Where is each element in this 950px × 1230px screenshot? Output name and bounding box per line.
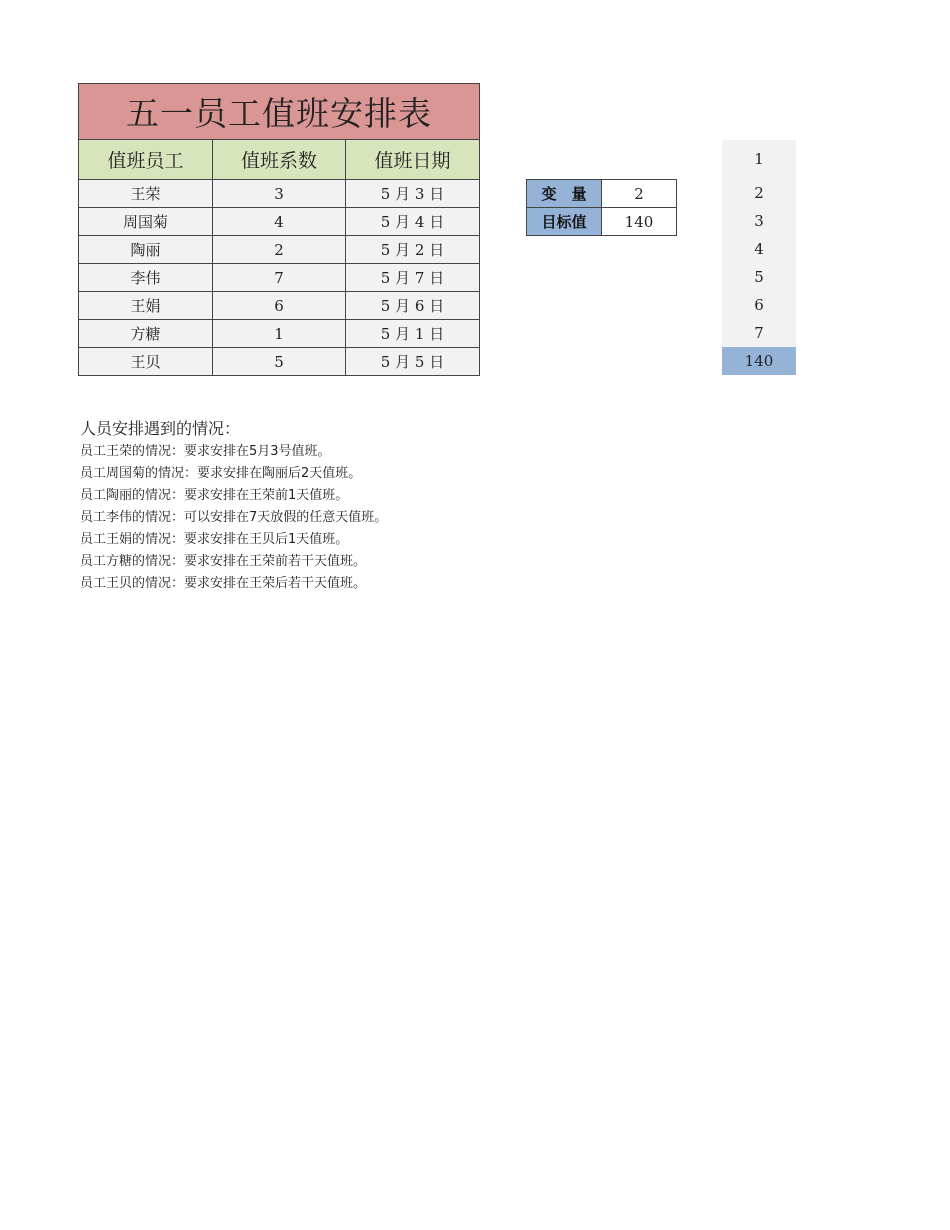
- helper-cell[interactable]: 3: [722, 207, 796, 235]
- target-label[interactable]: 目标值: [527, 208, 602, 236]
- table-row: [79, 320, 480, 348]
- coefficient-cell[interactable]: 4: [213, 208, 346, 236]
- employee-name-cell[interactable]: 王娟: [79, 292, 213, 320]
- table-row: [79, 264, 480, 292]
- employee-name-cell[interactable]: 方糖: [79, 320, 213, 348]
- coefficient-cell[interactable]: 1: [213, 320, 346, 348]
- table-row: [79, 348, 480, 376]
- coefficient-cell[interactable]: 7: [213, 264, 346, 292]
- helper-column: [722, 140, 796, 375]
- duty-schedule-table: [78, 83, 480, 376]
- employee-name-cell[interactable]: 陶丽: [79, 236, 213, 264]
- helper-cell[interactable]: 4: [722, 235, 796, 263]
- title-row: [79, 84, 480, 140]
- note-line[interactable]: 员工陶丽的情况：要求安排在王荣前1天值班。: [80, 488, 349, 503]
- employee-name-cell[interactable]: 王荣: [79, 180, 213, 208]
- employee-name-cell[interactable]: 王贝: [79, 348, 213, 376]
- variable-row: [527, 180, 677, 208]
- helper-cell[interactable]: 2: [722, 179, 796, 207]
- note-line[interactable]: 员工方糖的情况：要求安排在王荣前若干天值班。: [80, 554, 367, 569]
- duty-date-cell[interactable]: 5 月 4 日: [346, 208, 480, 236]
- target-value-cell[interactable]: 140: [602, 208, 677, 236]
- notes-title[interactable]: 人员安排遇到的情况：: [80, 419, 241, 438]
- table-row: [79, 208, 480, 236]
- note-line[interactable]: 员工王荣的情况：要求安排在5月3号值班。: [80, 444, 331, 459]
- duty-date-cell[interactable]: 5 月 3 日: [346, 180, 480, 208]
- coefficient-cell[interactable]: 6: [213, 292, 346, 320]
- note-line[interactable]: 员工李伟的情况：可以安排在7天放假的任意天值班。: [80, 510, 388, 525]
- note-line[interactable]: 员工周国菊的情况：要求安排在陶丽后2天值班。: [80, 466, 362, 481]
- helper-cell[interactable]: 5: [722, 263, 796, 291]
- header-row: [79, 140, 480, 180]
- employee-name-cell[interactable]: 周国菊: [79, 208, 213, 236]
- helper-cell[interactable]: 1: [722, 140, 796, 179]
- duty-date-cell[interactable]: 5 月 2 日: [346, 236, 480, 264]
- variable-target-table: [526, 179, 677, 236]
- variable-value-cell[interactable]: 2: [602, 180, 677, 208]
- arrangement-notes: [80, 418, 680, 595]
- coefficient-cell[interactable]: 2: [213, 236, 346, 264]
- duty-date-cell[interactable]: 5 月 5 日: [346, 348, 480, 376]
- helper-cell[interactable]: 7: [722, 319, 796, 347]
- header-date[interactable]: 值班日期: [346, 140, 480, 180]
- table-row: [79, 292, 480, 320]
- header-coefficient[interactable]: 值班系数: [213, 140, 346, 180]
- helper-cell[interactable]: 6: [722, 291, 796, 319]
- table-row: [79, 236, 480, 264]
- table-row: [79, 180, 480, 208]
- duty-date-cell[interactable]: 5 月 7 日: [346, 264, 480, 292]
- coefficient-cell[interactable]: 5: [213, 348, 346, 376]
- note-line[interactable]: 员工王贝的情况：要求安排在王荣后若干天值班。: [80, 576, 367, 591]
- target-row: [527, 208, 677, 236]
- employee-name-cell[interactable]: 李伟: [79, 264, 213, 292]
- duty-date-cell[interactable]: 5 月 6 日: [346, 292, 480, 320]
- coefficient-cell[interactable]: 3: [213, 180, 346, 208]
- note-line[interactable]: 员工王娟的情况：要求安排在王贝后1天值班。: [80, 532, 349, 547]
- variable-label[interactable]: 变 量: [527, 180, 602, 208]
- duty-date-cell[interactable]: 5 月 1 日: [346, 320, 480, 348]
- helper-total-cell[interactable]: 140: [722, 347, 796, 375]
- table-title[interactable]: 五一员工值班安排表: [79, 84, 480, 140]
- header-employee[interactable]: 值班员工: [79, 140, 213, 180]
